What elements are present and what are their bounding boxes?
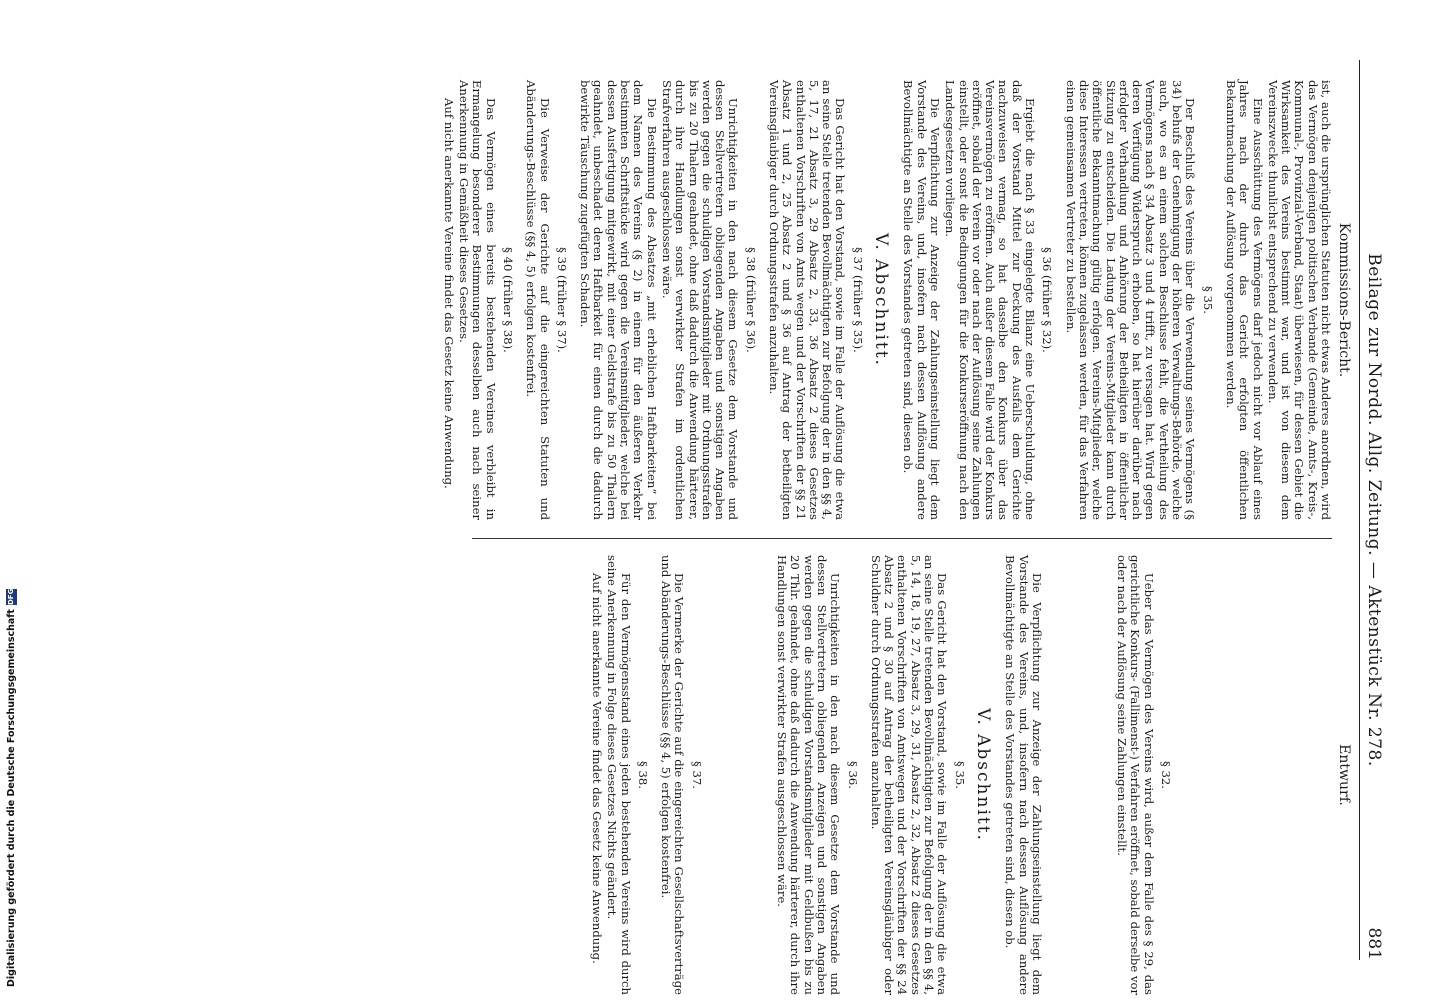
paragraph: Unrichtigkeiten in den nach diesem Gesetze dem Vorstande und dessen Stellvertretern obliegenden Anzeigen und sonstigen Angaben werden gegen die schuldigen Vorstandsmitglieder mit Geldbußen bis zu 20 Thlr. geahndet, ohne daß dadurch die Anwendung härterer, durch ihre Handlungen sonst verwirkter Strafen ausgeschlossen wäre. bbox=[775, 555, 843, 995]
section-heading: § 35. bbox=[952, 761, 967, 789]
right-column-heading: Entwurf. bbox=[1336, 744, 1352, 806]
section-heading: § 36. bbox=[845, 761, 860, 789]
section-heading: § 32. bbox=[1159, 761, 1173, 789]
paragraph: Das Gericht hat den Vorstand, sowie im Falle der Auflösung die etwa an seine Stelle tretenden Bevollmächtigten zur Befolgung der in den §§ 4, 5, 14, 18, 19, 27, Absatz 3, 29, 31, Absatz 2, 32, Absatz 2 dieses Gesetzes enthaltenen Vorschriften von Amtswegen und der Vorschriften der §§ 24 Absatz 2 und § 30 auf Antrag der betheiligten Vereinsgläubiger oder Schuldner durch Ordnungsstrafen anzuhalten. bbox=[868, 555, 950, 995]
digitization-note bbox=[6, 588, 22, 987]
header-rule bbox=[1359, 60, 1360, 960]
page-number: 881 bbox=[1364, 927, 1384, 960]
paragraph: ist, auch die ursprünglichen Statuten nicht etwas Anderes anordnen, wird das Vermögen denjenigen politischen Verbande (Gemeinde, Amts-, Kreis-, Kommunal-, Provinzial-Verband, Staat) überwiesen, für dessen Gebiet die Wirksamkeit des Vereins bestimmt war, und ist von diesem dem Vereinszwecke thunlichst entsprechend zu verwenden. bbox=[1265, 80, 1333, 520]
paragraph: Für den Vermögensstand eines jeden bestehenden Vereins wird durch seine Anerkennung in Folge dieses Gesetzes Nichts geändert. bbox=[605, 555, 633, 995]
commission-report-column bbox=[439, 80, 1332, 520]
paragraph: Auf nicht anerkannte Vereine findet das Gesetz keine Anwendung. bbox=[441, 98, 456, 489]
section-heading: § 39 (früher § 37). bbox=[554, 247, 569, 353]
section-heading: § 35. bbox=[1200, 286, 1215, 314]
paragraph: Ergiebt die nach § 33 eingelegte Bilanz eine Ueberschuldung, ohne daß der Vorstand Mittel zur Deckung des Ausfalls dem Gerichte nachzuweisen vermag, so hat dasselbe den Konkurs über das Vereinsvermögen zu eröffnen. Auch außer diesem Falle wird der Konkurs eröffnet, sobald der Verein vor oder nach der Auflösung seine Zahlungen einstellt, oder sonst die Bedingungen für die Konkurseröffnung nach den Landesgesetzen vorliegen. bbox=[943, 80, 1038, 520]
section-heading: § 37. bbox=[689, 761, 704, 789]
section-heading: § 38. bbox=[635, 761, 650, 789]
paragraph: Die Vermerke der Gerichte auf die eingereichten Gesellschaftsverträge und Abänderungs-Beschlüsse (§§ 4, 5) erfolgen kostenfrei. bbox=[659, 555, 687, 995]
paragraph: Der Beschluß des Vereins über die Verwendung seines Vermögens (§ 34) behufs der Genehmigung der höheren Verwaltungs-Behörde, welche auch, wo es an einem solchen Beschlusse fehlt, die Vertheilung des Vermögens nach § 34 Absatz 3 und 4 trifft, zu versagen hat. Wird gegen deren Verfügung Widerspruch erhoben, so hat hierüber darüber nach erfolgter Verhandlung und Anhörung der Betheiligten in öffentlicher Sitzung zu entscheiden. Die Ladung der Vereins-Mitglieder kann durch öffentliche Bekanntmachung gültig erfolgen. Vereins-Mitglieder, welche diese Interessen vertreten, können zugelassen werden, für das Verfahren einen gemeinsamen Vertreter zu bestellen. bbox=[1063, 80, 1198, 520]
section-heading: § 37 (früher § 35). bbox=[850, 247, 865, 353]
digitization-note-text: Digitalisierung gefördert durch die Deutsche Forschungsgemeinschaft bbox=[6, 609, 17, 987]
column-divider bbox=[472, 538, 1332, 539]
paragraph: Die Verpflichtung zur Anzeige der Zahlungseinstellung liegt dem Vorstande des Vereins, und, insofern nach dessen Auflösung andere Bevollmächtigte an Stelle des Vorstandes getreten sind, diesen ob. bbox=[1003, 555, 1044, 995]
paragraph: Das Vermögen eines bereits bestehenden Vereines verbleibt in Ermangelung besonderer Bestimmungen desselben auch nach seiner Anerkennung in Gemäßheit dieses Gesetzes. bbox=[457, 80, 498, 520]
paragraph: Ueber das Vermögen des Vereins wird, außer dem Falle des § 29, das gerichtliche Konkurs- (Fallimenst-) Verfahren eröffnet, sobald derselbe vor oder nach der Auflösung seine Zahlungen einstellt. bbox=[1115, 555, 1156, 995]
left-column-heading: Kommissions-Bericht. bbox=[1336, 222, 1352, 378]
section-heading: § 40 (früher § 38). bbox=[500, 247, 515, 353]
paragraph: Die Verweise der Gerichte auf die eingereichten Statuten und Abänderungs-Beschlüsse (§§ 4, 5) erfolgen kostenfrei. bbox=[524, 80, 552, 520]
paragraph: Eine Ausschüttung des Vermögens darf jedoch nicht vor Ablauf eines Jahres nach der durch das Gericht erfolgten öffentlichen Bekanntmachung der Auflösung vorgenommen werden. bbox=[1223, 80, 1265, 520]
paragraph: Die Bestimmung des Absatzes „mit erheblichen Haftbarkeiten“ bei dem Namen des Vereins (§ 2) in einem für den äußeren Verkehr bestimmten Schriftstücke wird gegen die Vereinsmitglieder, welche bei dessen Ausfertigung mitgewirkt, mit einer Geldstrafe bis zu 50 Thalern geahndet, unbeschadet deren Haftbarkeit für einen durch die dadurch bewirkte Täuschung zugefügten Schaden. bbox=[578, 80, 659, 520]
header-title: Beilage zur Nordd. Allg. Zeitung. — Aktenstück Nr. 278. bbox=[1364, 253, 1384, 767]
chapter-heading: V. Abschnitt. bbox=[871, 233, 892, 367]
paragraph: Die Verpflichtung zur Anzeige der Zahlungseinstellung liegt dem Vorstande des Vereins, und, insofern nach dessen Auflösung andere Bevollmächtigte an Stelle des Vorstandes getreten sind, diesen ob. bbox=[901, 80, 942, 520]
paragraph: Das Gericht hat den Vorstand, sowie im Falle der Auflösung die etwa an seine Stelle tretenden Bevollmächtigten zur Befolgung der in den §§ 4, 5, 17, 21 Absatz 3, 29 Absatz 2, 33, 36 Absatz 2 dieses Gesetzes enthaltenen Vorschriften von Amts wegen und der Vorschriften der §§ 21 Absatz 1 und 2, 25 Absatz 2 und § 36 auf Antrag der betheiligten Vereinsgläubiger durch Ordnungsstrafen anzuhalten. bbox=[767, 80, 848, 520]
section-heading: § 36 (früher § 32). bbox=[1040, 247, 1055, 353]
section-heading: § 38 (früher § 36). bbox=[743, 247, 758, 353]
paragraph: Unrichtigkeiten in den nach diesem Gesetze dem Vorstande und dessen Stellvertretern obliegenden Angaben und sonstigen Angaben werden gegen die schuldigen Vorstandsmitglieder mit Ordnungsstrafen bis zu 20 Thalern geahndet, ohne daß dadurch die Anwendung härterer, durch ihre Handlungen sonst verwirkter Strafen im ordentlichen Strafverfahren ausgeschlossen wäre. bbox=[659, 80, 741, 520]
draft-column bbox=[588, 555, 1332, 995]
page-header bbox=[1362, 60, 1384, 960]
chapter-heading: V. Abschnitt. bbox=[972, 708, 993, 842]
dfg-logo-icon: DFG bbox=[7, 588, 15, 606]
paragraph: Auf nicht anerkannte Vereine findet das Gesetz keine Anwendung. bbox=[589, 573, 604, 964]
